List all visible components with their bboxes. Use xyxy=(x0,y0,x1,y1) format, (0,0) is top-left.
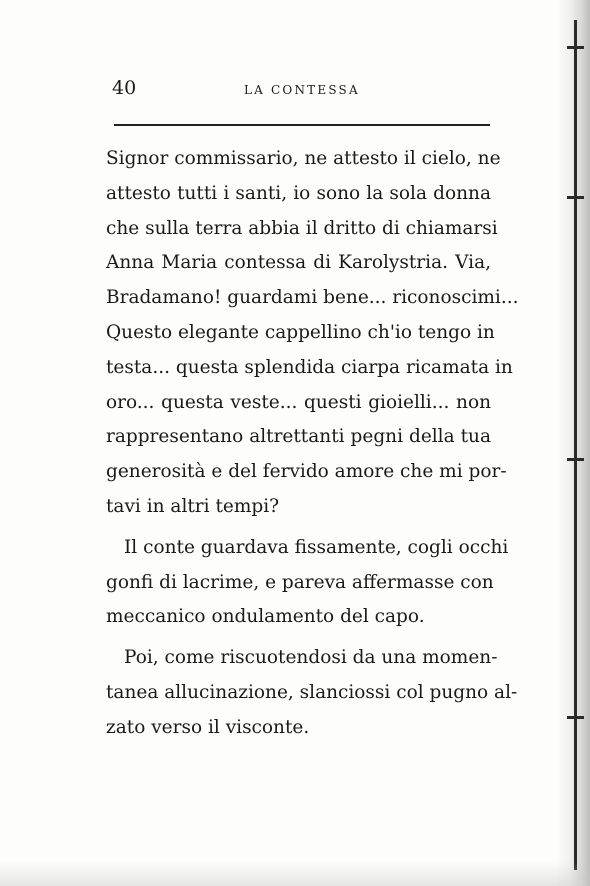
text-line: Poi, come riscuotendosi da una momen- xyxy=(124,647,498,669)
running-title: LA CONTESSA xyxy=(244,83,360,97)
text-line: Bradamano! guardami bene... riconoscimi... xyxy=(106,287,519,309)
binding-line xyxy=(574,20,577,870)
binding-mark xyxy=(567,46,584,49)
paragraph-3 xyxy=(106,641,518,745)
page-edge-shadow xyxy=(556,0,590,886)
text-line: Il conte guardava fissamente, cogli occhi xyxy=(124,536,509,558)
binding-mark xyxy=(567,716,584,719)
text-line: tavi in altri tempi? xyxy=(106,495,280,517)
text-line: tanea allucinazione, slanciossi col pugno al- xyxy=(106,681,518,703)
body-text xyxy=(106,142,519,752)
page-header xyxy=(112,76,492,102)
text-line: Questo elegante cappellino ch'io tengo in xyxy=(106,321,495,343)
bottom-shade xyxy=(0,862,590,886)
text-line: oro... questa veste... questi gioielli... non xyxy=(106,391,491,413)
text-line: generosità e del fervido amore che mi por- xyxy=(106,461,507,483)
binding-mark xyxy=(567,196,584,199)
header-rule xyxy=(114,124,490,126)
text-line: meccanico ondulamento del capo. xyxy=(106,606,425,628)
text-line: Signor commissario, ne attesto il cielo, ne xyxy=(106,148,501,169)
text-line: che sulla terra abbia il dritto di chiamarsi xyxy=(106,217,498,239)
text-line: Anna Maria contessa di Karolystria. Via, xyxy=(106,252,491,274)
paragraph-2 xyxy=(106,531,509,635)
text-line: testa... questa splendida ciarpa ricamata in xyxy=(106,356,513,378)
binding-mark xyxy=(567,458,584,461)
text-line: zato verso il visconte. xyxy=(106,716,310,738)
text-line: attesto tutti i santi, io sono la sola donna xyxy=(106,182,491,204)
paragraph-1 xyxy=(106,142,519,525)
page-number: 40 xyxy=(112,77,137,99)
text-line: rappresentano altrettanti pegni della tua xyxy=(106,426,491,448)
text-line: gonfi di lacrime, e pareva affermasse con xyxy=(106,571,494,593)
